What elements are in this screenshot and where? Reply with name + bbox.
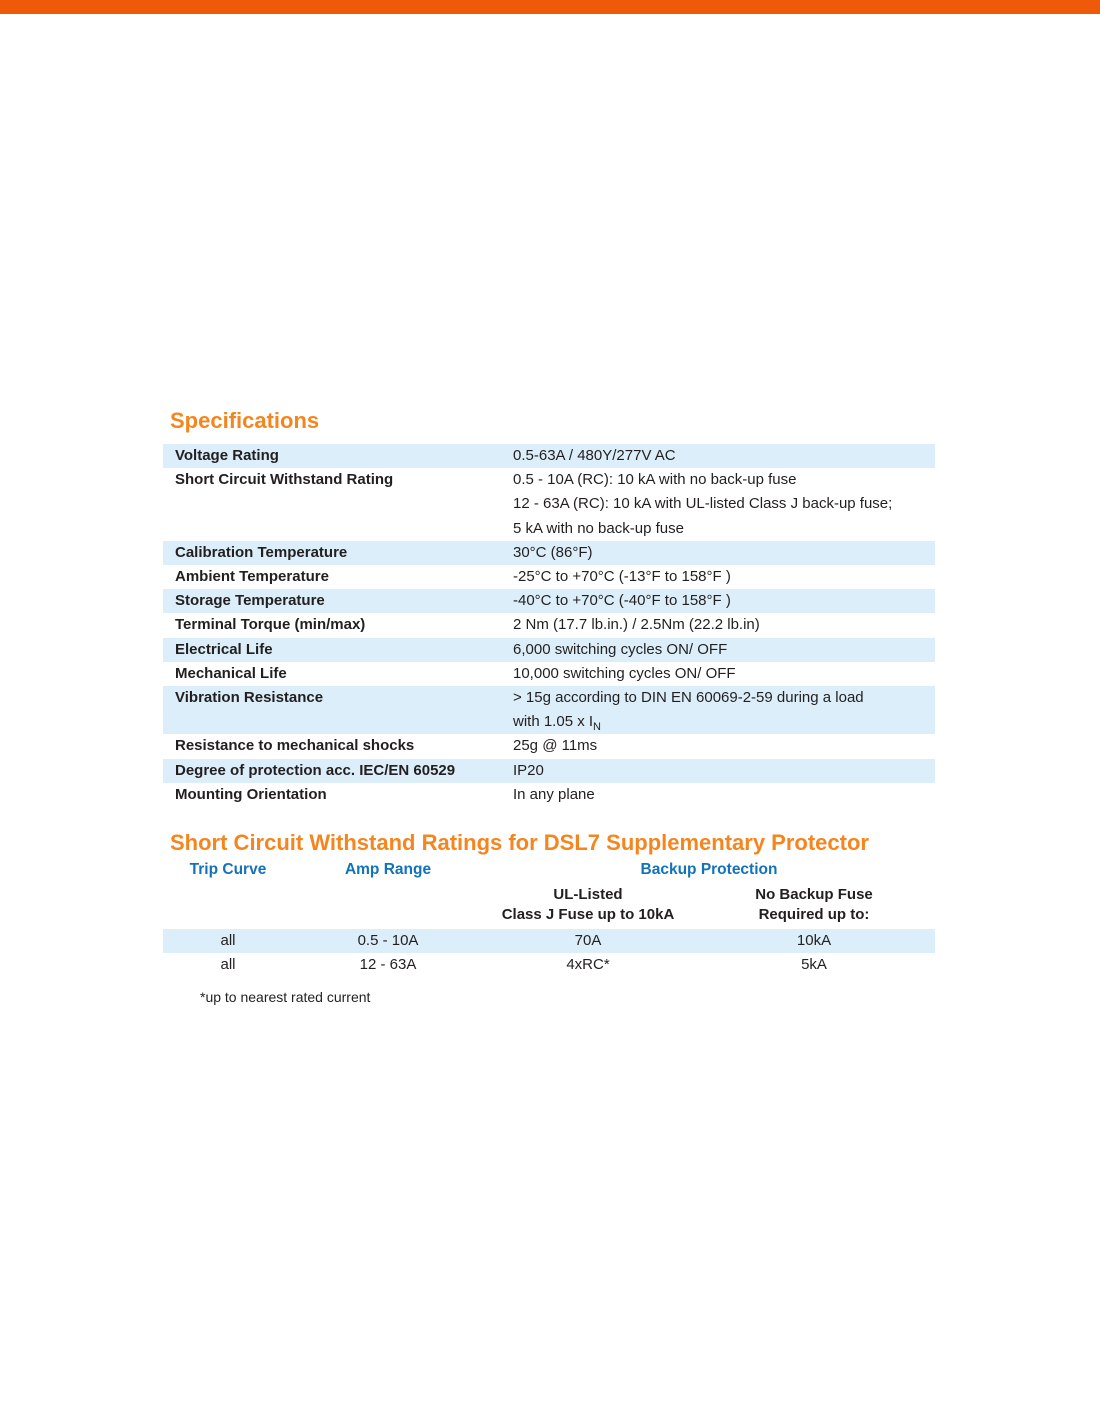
spec-label: Electrical Life [175,640,273,658]
ratings-cell: all [220,932,236,949]
ratings-cell: 10kA [796,932,832,949]
ratings-cell: 70A [574,932,602,949]
ratings-cell: 12 - 63A [359,955,417,973]
ratings-cell: all [220,955,236,973]
spec-value-line: 12 - 63A (RC): 10 kA with UL-listed Class J back-up fuse; [513,495,893,513]
spec-value [513,444,935,468]
spec-value [513,783,935,807]
spec-row [163,686,935,734]
spec-row [163,589,935,613]
spec-value-line: -40°C to +70°C (-40°F to 158°F ) [513,592,731,610]
spec-value-line: In any plane [513,785,595,803]
ratings-table [163,858,935,976]
spec-value-line: IP20 [513,761,544,779]
spec-value-line: 10,000 switching cycles ON/ OFF [513,664,736,682]
spec-value-line: with 1.05 x $I_N$ [513,713,601,734]
spec-label: Degree of protection acc. IEC/EN 60529 [175,761,456,779]
backup-protection-header: Backup Protection [640,861,778,878]
spec-value-line: 6,000 switching cycles ON/ OFF [513,640,728,658]
no-backup-subheader [693,885,935,925]
footnote: *up to nearest rated current [200,989,371,1005]
spec-value-line: 0.5-63A / 480Y/277V AC [513,447,676,464]
spec-value [513,541,935,565]
ratings-row [163,953,935,977]
spec-value-line: > 15g according to DIN EN 60069-2-59 during a load [513,689,864,707]
no-backup-subheader-line1: No Backup Fuse [755,886,873,903]
spec-value-line: 2 Nm (17.7 lb.in.) / 2.5Nm (22.2 lb.in) [513,616,760,634]
ratings-column-headers [163,858,935,882]
spec-value-line: 25g @ 11ms [513,737,598,755]
ratings-cell: 0.5 - 10A [357,932,419,949]
spec-row [163,468,935,541]
spec-value-line: -25°C to +70°C (-13°F to 158°F ) [513,568,731,586]
ul-listed-subheader-line1: UL-Listed [553,886,623,903]
spec-value [513,759,935,783]
spec-row [163,541,935,565]
ul-listed-subheader [483,885,693,925]
spec-value [513,734,935,758]
spec-label: Resistance to mechanical shocks [175,737,415,755]
spec-value [513,468,935,541]
spec-value-line: 5 kA with no back-up fuse [513,519,684,537]
amp-range-subheader-spacer [293,885,483,925]
spec-value-line: 0.5 - 10A (RC): 10 kA with no back-up fuse [513,471,797,489]
spec-row [163,565,935,589]
ratings-cell: 5kA [801,955,827,973]
spec-label: Mounting Orientation [175,785,327,803]
specifications-table [163,444,935,807]
spec-value [513,613,935,637]
spec-label: Voltage Rating [175,447,279,464]
spec-row [163,662,935,686]
spec-row [163,734,935,758]
ul-listed-subheader-line2: Class J Fuse up to 10kA [501,906,675,923]
ratings-subheaders [163,882,935,929]
spec-label: Vibration Resistance [175,689,324,707]
specifications-heading: Specifications [170,408,320,433]
page-accent-bar [0,0,1100,14]
trip-curve-header: Trip Curve [189,861,267,878]
spec-value-line: 30°C (86°F) [513,543,593,561]
spec-value [513,638,935,662]
subscript: N [593,721,601,734]
ratings-heading: Short Circuit Withstand Ratings for DSL7 Supplementary Protector [170,830,869,855]
spec-label: Terminal Torque (min/max) [175,616,366,634]
spec-value [513,686,935,734]
spec-row [163,638,935,662]
spec-label: Ambient Temperature [175,568,329,586]
spec-row [163,444,935,468]
no-backup-subheader-line2: Required up to: [758,906,870,923]
spec-label: Short Circuit Withstand Rating [175,471,394,489]
spec-label: Mechanical Life [175,664,287,682]
spec-value [513,589,935,613]
ratings-cell: 4xRC* [566,955,610,973]
trip-curve-subheader-spacer [163,885,293,925]
spec-row [163,783,935,807]
spec-label: Calibration Temperature [175,543,348,561]
ratings-row [163,929,935,953]
spec-row [163,759,935,783]
spec-value [513,565,935,589]
amp-range-header: Amp Range [344,861,432,878]
ratings-rows [163,929,935,976]
spec-value [513,662,935,686]
spec-label: Storage Temperature [175,592,325,610]
spec-row [163,613,935,637]
